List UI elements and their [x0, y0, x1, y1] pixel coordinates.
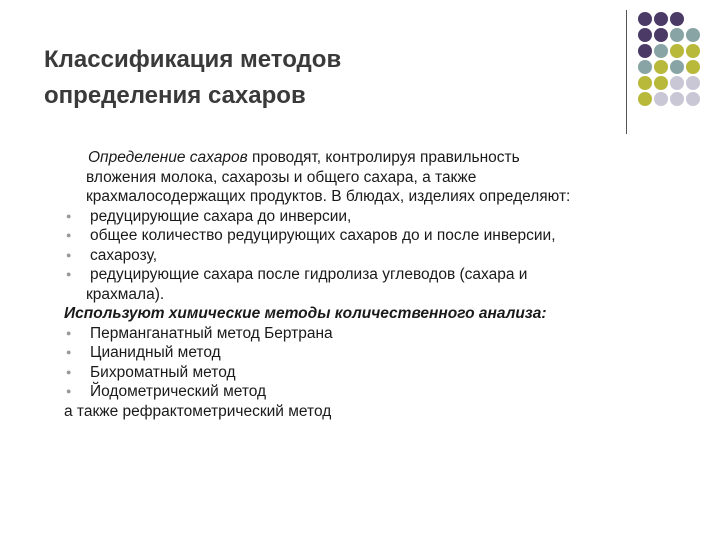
decor-dot: [670, 44, 684, 58]
slide-body: [64, 148, 674, 421]
bullet-icon: ●: [66, 269, 72, 279]
intro-paragraph: [64, 148, 674, 207]
bullet-icon: ●: [66, 347, 72, 357]
method-item: [64, 363, 674, 383]
decor-dot: [638, 44, 652, 58]
decor-dot: [654, 12, 668, 26]
decor-dot: [654, 28, 668, 42]
intro-text-3: крахмалосодержащих продуктов. В блюдах, изделиях определяют:: [86, 188, 571, 205]
decor-dot: [686, 44, 700, 58]
list-item: [64, 207, 674, 227]
list-item-text: редуцирующие сахара до инверсии,: [90, 207, 352, 225]
intro-emphasis: Определение сахаров: [88, 149, 248, 166]
method-item-text: Бихроматный метод: [90, 363, 236, 381]
bullet-icon: ●: [66, 249, 72, 260]
decor-dot: [654, 92, 668, 106]
decor-dot: [686, 76, 700, 90]
list-item-continuation: крахмала).: [86, 285, 165, 303]
final-line: а также рефрактометрический метод: [64, 402, 332, 420]
decor-dot: [670, 28, 684, 42]
decor-dot: [686, 92, 700, 106]
list-item: [64, 246, 674, 266]
intro-text-1: проводят, контролируя правильность: [247, 149, 520, 166]
decor-dot: [654, 60, 668, 74]
slide-title-line-1: Классификация методов: [44, 46, 342, 73]
bullet-icon: ●: [66, 386, 72, 396]
method-item: [64, 343, 674, 363]
methods-heading: Используют химические методы количественного анализа:: [64, 305, 547, 322]
method-item-text: Перманганатный метод Бертрана: [90, 324, 333, 342]
decor-dot: [654, 44, 668, 58]
decor-dot: [638, 28, 652, 42]
list-item: [64, 226, 674, 246]
decor-dot: [670, 76, 684, 90]
slide-title-line-2: определения сахаров: [44, 82, 306, 109]
list-item: [64, 265, 674, 285]
method-item: [64, 382, 674, 402]
decor-dot: [654, 76, 668, 90]
decor-dot: [638, 92, 652, 106]
decor-dot: [638, 60, 652, 74]
bullet-icon: ●: [66, 230, 72, 240]
slide-title: [44, 42, 604, 114]
decor-dot: [686, 60, 700, 74]
decor-divider: [626, 10, 627, 134]
decor-dot: [638, 12, 652, 26]
decor-dot: [638, 76, 652, 90]
decor-dot: [686, 28, 700, 42]
bullet-icon: ●: [66, 327, 72, 338]
list-item-text: редуцирующие сахара после гидролиза углеводов (сахара и: [90, 266, 528, 283]
bullet-icon: ●: [66, 366, 72, 377]
decor-dot: [670, 60, 684, 74]
method-item-text: Йодометрический метод: [90, 383, 267, 400]
decor-dot: [670, 92, 684, 106]
intro-text-2: вложения молока, сахарозы и общего сахара, а также: [86, 168, 477, 186]
decor-dot: [670, 12, 684, 26]
method-item-text: Цианидный метод: [90, 344, 221, 361]
method-item: [64, 324, 674, 344]
bullet-icon: ●: [66, 210, 72, 221]
list-item-text: общее количество редуцирующих сахаров до и после инверсии,: [90, 227, 556, 244]
list-item-text: сахарозу,: [90, 246, 158, 264]
